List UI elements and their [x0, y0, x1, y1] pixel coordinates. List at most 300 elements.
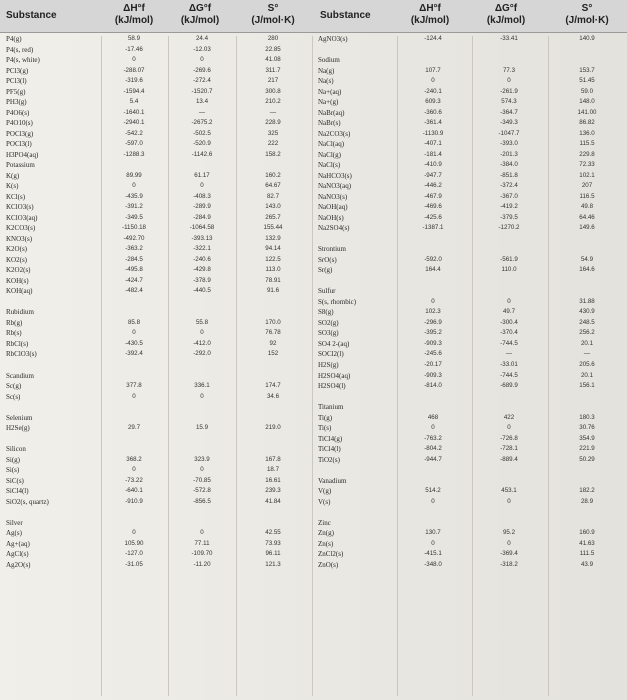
substance-name: Si(s): [6, 466, 20, 475]
substance-name: Si(g): [6, 455, 20, 464]
entropy-value: —: [269, 108, 277, 116]
enthalpy-value: 368.2: [126, 455, 142, 463]
group-heading: Sodium: [318, 56, 340, 65]
entropy-value: 205.6: [579, 360, 595, 368]
enthalpy-value: 468: [427, 413, 439, 421]
entropy-value: 96.11: [265, 550, 281, 558]
enthalpy-value: -446.2: [424, 182, 442, 190]
spacer-row: [552, 465, 622, 476]
entropy-value: 430.9: [579, 308, 595, 316]
spacer-row: [318, 276, 396, 287]
gibbs-value: —: [505, 350, 513, 358]
entropy-value: 148.0: [579, 98, 595, 106]
entropy-value: 82.7: [266, 192, 280, 200]
empty-cell: [104, 518, 164, 529]
substance-name: NaBr(s): [318, 119, 341, 128]
enthalpy-value: -319.6: [125, 77, 143, 85]
enthalpy-value: 0: [132, 392, 136, 400]
column-rule: [236, 36, 237, 696]
entropy-value: 30.76: [579, 424, 595, 432]
right-substance-column: [318, 34, 396, 570]
group-heading: Sulfur: [318, 287, 336, 296]
enthalpy-value: 0: [431, 77, 435, 85]
entropy-value: 311.7: [265, 66, 281, 74]
gibbs-value: -856.5: [193, 497, 211, 505]
gibbs-value: -572.8: [193, 487, 211, 495]
enthalpy-value: -1130.9: [422, 129, 444, 137]
empty-cell: [104, 413, 164, 424]
gibbs-value: 0: [507, 297, 511, 305]
header-s-right-unit: (J/mol·K): [565, 15, 609, 26]
substance-name: P4(g): [6, 35, 22, 43]
substance-name: SO2(g): [318, 318, 339, 327]
enthalpy-value: -909.3: [424, 339, 442, 347]
gibbs-value: -240.6: [193, 255, 211, 263]
gibbs-value: 61.17: [194, 171, 210, 179]
entropy-value: 256.2: [579, 329, 595, 337]
enthalpy-value: -909.3: [424, 371, 442, 379]
gibbs-value: -744.5: [500, 339, 518, 347]
column-rule: [101, 36, 102, 696]
substance-name: K(g): [6, 171, 20, 180]
enthalpy-value: -1150.18: [122, 224, 146, 232]
substance-name: H3PO4(aq): [6, 150, 39, 159]
enthalpy-value: -245.6: [424, 350, 442, 358]
enthalpy-value: 130.7: [425, 529, 441, 537]
gibbs-value: -272.4: [193, 77, 211, 85]
gibbs-value: 0: [200, 466, 204, 474]
spacer-row: [318, 392, 396, 403]
entropy-value: 155.44: [263, 224, 283, 232]
gibbs-value: -2675.2: [191, 119, 213, 127]
gibbs-value: -1520.7: [191, 87, 213, 95]
enthalpy-value: -1387.1: [422, 224, 444, 232]
substance-name: Sr(g): [318, 266, 333, 275]
spacer-row: [104, 402, 164, 413]
spacer-row: [104, 360, 164, 371]
enthalpy-value: -181.4: [424, 150, 442, 158]
substance-name: KOH(aq): [6, 287, 33, 296]
empty-cell: [400, 55, 466, 66]
enthalpy-value: 0: [431, 539, 435, 547]
empty-cell: [552, 402, 622, 413]
spacer-row: [400, 276, 466, 287]
gibbs-value: -384.0: [500, 161, 518, 169]
gibbs-value: 77.11: [194, 539, 210, 547]
entropy-value: 41.08: [265, 56, 281, 64]
substance-name: Na+(aq): [318, 87, 342, 96]
left-dh-column: [104, 34, 164, 570]
entropy-value: 34.6: [266, 392, 280, 400]
entropy-value: 207: [581, 182, 593, 190]
entropy-value: 50.29: [579, 455, 595, 463]
entropy-value: 51.45: [579, 77, 595, 85]
entropy-value: 174.7: [265, 382, 281, 390]
spacer-row: [476, 234, 542, 245]
entropy-value: 160.9: [579, 529, 595, 537]
gibbs-value: -284.9: [193, 213, 211, 221]
left-substance-column: [6, 34, 100, 570]
gibbs-value: -419.2: [500, 203, 518, 211]
substance-name: ZnCl2(s): [318, 550, 344, 559]
gibbs-value: 55.8: [195, 318, 209, 326]
gibbs-value: -429.8: [193, 266, 211, 274]
substance-name: TiCl4(g): [318, 434, 343, 443]
entropy-value: 248.5: [579, 318, 595, 326]
substance-name: KO2(s): [6, 255, 27, 264]
substance-name: P4(s, red): [6, 45, 34, 54]
enthalpy-value: -124.4: [424, 35, 442, 42]
header-dh-left-symbol: ΔH°f: [123, 3, 145, 14]
spacer-row: [476, 45, 542, 56]
spacer-row: [552, 234, 622, 245]
substance-name: K2O2(s): [6, 266, 31, 275]
enthalpy-value: -482.4: [125, 287, 143, 295]
gibbs-value: -561.9: [500, 255, 518, 263]
group-heading: Silver: [6, 518, 23, 527]
substance-name: V(s): [318, 497, 331, 506]
substance-name: H2S(g): [318, 360, 339, 369]
empty-cell: [552, 518, 622, 529]
substance-name: ZnO(s): [318, 560, 339, 569]
gibbs-value: -367.0: [500, 192, 518, 200]
substance-name: S8(g): [318, 308, 334, 317]
empty-cell: [552, 476, 622, 487]
spacer-row: [6, 402, 100, 413]
enthalpy-value: 0: [132, 182, 136, 190]
spacer-row: [172, 507, 232, 518]
entropy-value: 217: [267, 77, 279, 85]
enthalpy-value: -73.22: [125, 476, 143, 484]
entropy-value: 64.67: [265, 182, 281, 190]
group-heading: Strontium: [318, 245, 347, 254]
left-dg-column: [172, 34, 232, 570]
gibbs-value: -300.4: [500, 318, 518, 326]
substance-name: AgCl(s): [6, 550, 29, 559]
spacer-row: [240, 434, 306, 445]
gibbs-value: -364.7: [500, 108, 518, 116]
substance-name: H2SO4(aq): [318, 371, 351, 380]
gibbs-value: -412.0: [193, 339, 211, 347]
enthalpy-value: -296.9: [424, 318, 442, 326]
entropy-value: 113.0: [265, 266, 281, 274]
enthalpy-value: 29.7: [127, 424, 141, 432]
gibbs-value: -689.9: [500, 382, 518, 390]
substance-name: Zn(s): [318, 539, 334, 548]
gibbs-value: -393.13: [191, 234, 213, 242]
gibbs-value: -502.5: [193, 129, 211, 137]
entropy-value: 239.3: [265, 487, 281, 495]
substance-name: Na2SO4(s): [318, 224, 350, 233]
enthalpy-value: -492.70: [123, 234, 145, 242]
entropy-value: 115.5: [579, 140, 595, 148]
substance-name: PCl3(g): [6, 66, 29, 75]
entropy-value: 18.7: [266, 466, 280, 474]
table-header: [0, 0, 627, 33]
gibbs-value: 49.7: [502, 308, 516, 316]
enthalpy-value: -804.2: [424, 445, 442, 453]
entropy-value: 221.9: [579, 445, 595, 453]
entropy-value: 54.9: [580, 255, 594, 263]
substance-name: S(s, rhombic): [318, 297, 357, 306]
enthalpy-value: -467.9: [424, 192, 442, 200]
substance-name: PH3(g): [6, 98, 27, 107]
gibbs-value: -728.1: [500, 445, 518, 453]
substance-name: Ag+(aq): [6, 539, 30, 548]
spacer-row: [400, 45, 466, 56]
substance-name: H2SO4(l): [318, 382, 346, 391]
enthalpy-value: 377.8: [126, 382, 142, 390]
entropy-value: 78.91: [265, 276, 281, 284]
substance-name: AgNO3(s): [318, 35, 348, 43]
entropy-value: 43.9: [580, 560, 594, 568]
substance-name: SO4 2-(aq): [318, 339, 350, 348]
group-heading: Vanadium: [318, 476, 347, 485]
spacer-row: [172, 297, 232, 308]
substance-name: PF5(g): [6, 87, 26, 96]
spacer-row: [240, 402, 306, 413]
entropy-value: 265.7: [265, 213, 281, 221]
gibbs-value: -292.0: [193, 350, 211, 358]
gibbs-value: 453.1: [501, 487, 517, 495]
gibbs-value: -1270.2: [498, 224, 520, 232]
left-s-column: [240, 34, 306, 570]
empty-cell: [172, 518, 232, 529]
substance-name: Ti(g): [318, 413, 333, 422]
group-heading: Silicon: [6, 445, 26, 454]
spacer-row: [104, 297, 164, 308]
enthalpy-value: 85.8: [127, 318, 141, 326]
substance-name: P4(s, white): [6, 56, 40, 65]
entropy-value: 111.5: [579, 550, 595, 558]
gibbs-value: 422: [503, 413, 515, 421]
gibbs-value: 0: [200, 182, 204, 190]
gibbs-value: -520.9: [193, 140, 211, 148]
header-dh-left-unit: (kJ/mol): [114, 15, 154, 26]
gibbs-value: -11.20: [193, 560, 211, 568]
substance-name: POCl3(l): [6, 140, 32, 149]
substance-name: Ti(s): [318, 424, 332, 433]
substance-name: NaNO3(s): [318, 192, 348, 201]
enthalpy-value: -392.4: [125, 350, 143, 358]
gibbs-value: -1047.7: [498, 129, 520, 137]
enthalpy-value: 0: [132, 329, 136, 337]
enthalpy-value: -391.2: [125, 203, 143, 211]
gibbs-value: 0: [200, 529, 204, 537]
empty-cell: [104, 160, 164, 171]
gibbs-value: -372.4: [500, 182, 518, 190]
group-heading: Zinc: [318, 518, 331, 527]
spacer-row: [318, 45, 396, 56]
enthalpy-value: -1594.4: [123, 87, 145, 95]
enthalpy-value: -1640.1: [123, 108, 145, 116]
gibbs-value: 24.4: [195, 35, 209, 42]
spacer-row: [400, 392, 466, 403]
entropy-value: 41.84: [265, 497, 281, 505]
substance-name: Rb(s): [6, 329, 22, 338]
enthalpy-value: 0: [431, 297, 435, 305]
entropy-value: 228.9: [265, 119, 281, 127]
gibbs-value: -318.2: [500, 560, 518, 568]
substance-name: NaCl(g): [318, 150, 341, 159]
substance-name: PCl3(l): [6, 77, 27, 86]
entropy-value: 72.33: [579, 161, 595, 169]
gibbs-value: -851.8: [500, 171, 518, 179]
enthalpy-value: -240.1: [424, 87, 442, 95]
header-s-right-symbol: S°: [581, 3, 593, 14]
spacer-row: [476, 276, 542, 287]
gibbs-value: -33.01: [500, 360, 518, 368]
substance-name: RbClO3(s): [6, 350, 37, 359]
entropy-value: 143.0: [265, 203, 281, 211]
entropy-value: 149.6: [579, 224, 595, 232]
enthalpy-value: -424.7: [125, 276, 143, 284]
entropy-value: 41.63: [579, 539, 595, 547]
empty-cell: [104, 444, 164, 455]
enthalpy-value: -284.5: [125, 255, 143, 263]
substance-name: SOCl2(l): [318, 350, 344, 359]
gibbs-value: -393.0: [500, 140, 518, 148]
gibbs-value: 15.9: [195, 424, 209, 432]
substance-name: SO3(g): [318, 329, 339, 338]
enthalpy-value: -20.17: [424, 360, 442, 368]
entropy-value: 164.6: [579, 266, 595, 274]
group-heading: Rubidium: [6, 308, 35, 317]
empty-cell: [552, 286, 622, 297]
spacer-row: [318, 507, 396, 518]
substance-name: KNO3(s): [6, 234, 33, 243]
header-substance-right: Substance: [320, 10, 371, 21]
entropy-value: 102.1: [579, 171, 595, 179]
substance-name: KClO3(aq): [6, 213, 38, 222]
gibbs-value: -889.4: [500, 455, 518, 463]
entropy-value: 280: [267, 35, 279, 42]
column-rule: [397, 36, 398, 696]
enthalpy-value: 89.99: [126, 171, 142, 179]
enthalpy-value: 0: [132, 56, 136, 64]
enthalpy-value: 0: [431, 497, 435, 505]
gibbs-value: -349.3: [500, 119, 518, 127]
enthalpy-value: -597.0: [125, 140, 143, 148]
gibbs-value: -1064.58: [189, 224, 215, 232]
column-rule: [548, 36, 549, 696]
right-dg-column: [476, 34, 542, 570]
spacer-row: [552, 276, 622, 287]
header-dg-left-symbol: ΔG°f: [188, 3, 212, 14]
enthalpy-value: -415.1: [424, 550, 442, 558]
enthalpy-value: -640.1: [125, 487, 143, 495]
empty-cell: [172, 307, 232, 318]
substance-name: NaOH(s): [318, 213, 344, 222]
group-heading: Scandium: [6, 371, 34, 380]
spacer-row: [318, 234, 396, 245]
header-dg-left-unit: (kJ/mol): [180, 15, 220, 26]
entropy-value: —: [583, 350, 591, 358]
substance-name: Na(s): [318, 77, 334, 86]
empty-cell: [240, 371, 306, 382]
empty-cell: [400, 244, 466, 255]
entropy-value: 354.9: [579, 434, 595, 442]
empty-cell: [400, 518, 466, 529]
entropy-value: 170.0: [265, 318, 281, 326]
empty-cell: [172, 413, 232, 424]
substance-name: SiO2(s, quartz): [6, 497, 49, 506]
entropy-value: 325: [267, 129, 279, 137]
column-rule: [312, 36, 313, 696]
substance-name: SiCl4(l): [6, 487, 29, 496]
substance-name: Rb(g): [6, 318, 23, 327]
enthalpy-value: -435.9: [125, 192, 143, 200]
gibbs-value: —: [198, 108, 206, 116]
substance-name: NaHCO3(s): [318, 171, 352, 180]
substance-name: SiC(s): [6, 476, 24, 485]
enthalpy-value: -430.5: [125, 339, 143, 347]
entropy-value: 300.8: [265, 87, 281, 95]
enthalpy-value: -395.2: [424, 329, 442, 337]
enthalpy-value: -361.4: [424, 119, 442, 127]
entropy-value: 153.7: [579, 66, 595, 74]
substance-name: K2CO3(s): [6, 224, 36, 233]
spacer-row: [552, 392, 622, 403]
gibbs-value: 323.9: [194, 455, 210, 463]
enthalpy-value: -288.07: [123, 66, 145, 74]
enthalpy-value: -360.6: [424, 108, 442, 116]
gibbs-value: 336.1: [194, 382, 210, 390]
entropy-value: 180.3: [579, 413, 595, 421]
entropy-value: 141.00: [577, 108, 597, 116]
empty-cell: [400, 476, 466, 487]
gibbs-value: 95.2: [502, 529, 516, 537]
substance-name: KCl(s): [6, 192, 26, 201]
empty-cell: [552, 244, 622, 255]
header-dg-right-symbol: ΔG°f: [494, 3, 518, 14]
header-dg-left: [170, 3, 230, 27]
header-dh-right-unit: (kJ/mol): [410, 15, 450, 26]
gibbs-value: -109.70: [191, 550, 213, 558]
entropy-value: 219.0: [265, 424, 281, 432]
enthalpy-value: -469.6: [424, 203, 442, 211]
header-s-left-symbol: S°: [267, 3, 279, 14]
enthalpy-value: -592.0: [424, 255, 442, 263]
enthalpy-value: -17.46: [125, 45, 143, 53]
entropy-value: 42.55: [265, 529, 281, 537]
group-heading: Selenium: [6, 413, 33, 422]
empty-cell: [240, 518, 306, 529]
gibbs-value: 574.3: [501, 98, 517, 106]
empty-cell: [172, 160, 232, 171]
substance-name: Sc(s): [6, 392, 21, 401]
enthalpy-value: -944.7: [424, 455, 442, 463]
empty-cell: [476, 518, 542, 529]
empty-cell: [476, 402, 542, 413]
substance-name: Na+(g): [318, 98, 339, 107]
spacer-row: [104, 434, 164, 445]
enthalpy-value: -542.2: [125, 129, 143, 137]
empty-cell: [476, 244, 542, 255]
substance-name: V(g): [318, 487, 332, 496]
enthalpy-value: 105.90: [124, 539, 144, 547]
enthalpy-value: -1288.3: [123, 150, 145, 158]
gibbs-value: -261.9: [500, 87, 518, 95]
spacer-row: [6, 360, 100, 371]
entropy-value: 222: [267, 140, 279, 148]
column-rule: [168, 36, 169, 696]
spacer-row: [552, 507, 622, 518]
gibbs-value: 0: [200, 392, 204, 400]
substance-name: Na2CO3(s): [318, 129, 351, 138]
header-dh-left: [104, 3, 164, 27]
enthalpy-value: 0: [132, 529, 136, 537]
